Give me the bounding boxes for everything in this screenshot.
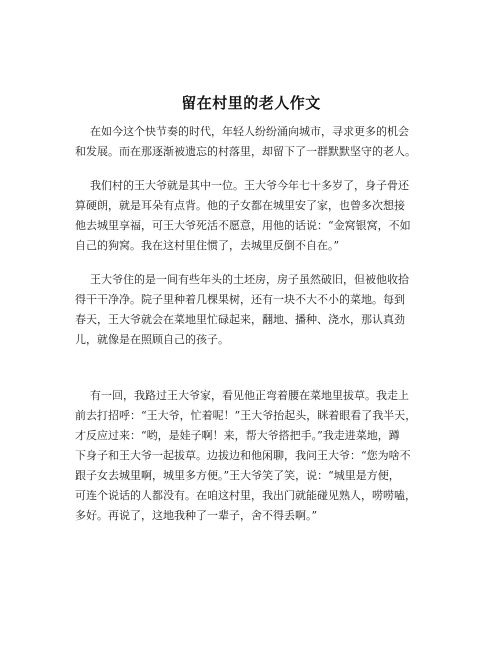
paragraph-line: 儿，就像是在照顾自己的孩子。 bbox=[75, 333, 229, 346]
essay-title: 留在村里的老人作文 bbox=[181, 94, 321, 112]
paragraph-line: 他去城里享福，可王大爷死活不愿意，用他的话说：“金窝银窝，不如 bbox=[75, 219, 411, 232]
paragraph-line: 春天，王大爷就会在菜地里忙碌起来，翻地、播种、浇水，那认真劲 bbox=[75, 313, 405, 326]
paragraph-3 bbox=[75, 270, 445, 350]
paragraph-line: 跟子女去城里啊，城里多方便。”王大爷笑了笑，说：“城里是方便， bbox=[75, 469, 400, 482]
paragraph-2 bbox=[75, 176, 445, 256]
paragraph-line: 下身子和王大爷一起拔草。边拔边和他闲聊，我问王大爷：“您为啥不 bbox=[75, 449, 411, 462]
paragraph-line: 在如今这个快节奏的时代，年轻人纷纷涌向城市，寻求更多的机会 bbox=[90, 125, 409, 138]
paragraph-line: 算硬朗，就是耳朵有点背。他的子女都在城里安了家，也曾多次想接 bbox=[75, 199, 405, 212]
paragraph-line: 前去打招呼：“王大爷，忙着呢！”王大爷抬起头，眯着眼看了我半天， bbox=[75, 409, 417, 422]
paragraph-1 bbox=[75, 122, 445, 162]
paragraph-line: 自己的狗窝。我在这村里住惯了，去城里反倒不自在。” bbox=[75, 239, 340, 252]
paragraph-line: 王大爷住的是一间有些年头的土坯房，房子虽然破旧，但被他收拾 bbox=[90, 273, 409, 286]
paragraph-line: 才反应过来：“哟，是娃子啊！来，帮大爷搭把手。”我走进菜地，蹲 bbox=[75, 429, 400, 442]
paragraph-line: 可连个说话的人都没有。在咱这村里，我出门就能碰见熟人，唠唠嗑， bbox=[75, 489, 416, 502]
paragraph-4 bbox=[75, 386, 445, 526]
paragraph-line: 我们村的王大爷就是其中一位。王大爷今年七十多岁了，身子骨还 bbox=[90, 179, 409, 192]
paragraph-line: 和发展。而在那逐渐被遗忘的村落里，却留下了一群默默坚守的老人。 bbox=[75, 145, 416, 158]
paragraph-line: 有一回，我路过王大爷家，看见他正弯着腰在菜地里拔草。我走上 bbox=[90, 389, 409, 402]
paragraph-line: 多好。再说了，这地我种了一辈子，舍不得丢啊。” bbox=[75, 509, 318, 522]
paragraph-line: 得干干净净。院子里种着几棵果树，还有一块不大不小的菜地。每到 bbox=[75, 293, 405, 306]
